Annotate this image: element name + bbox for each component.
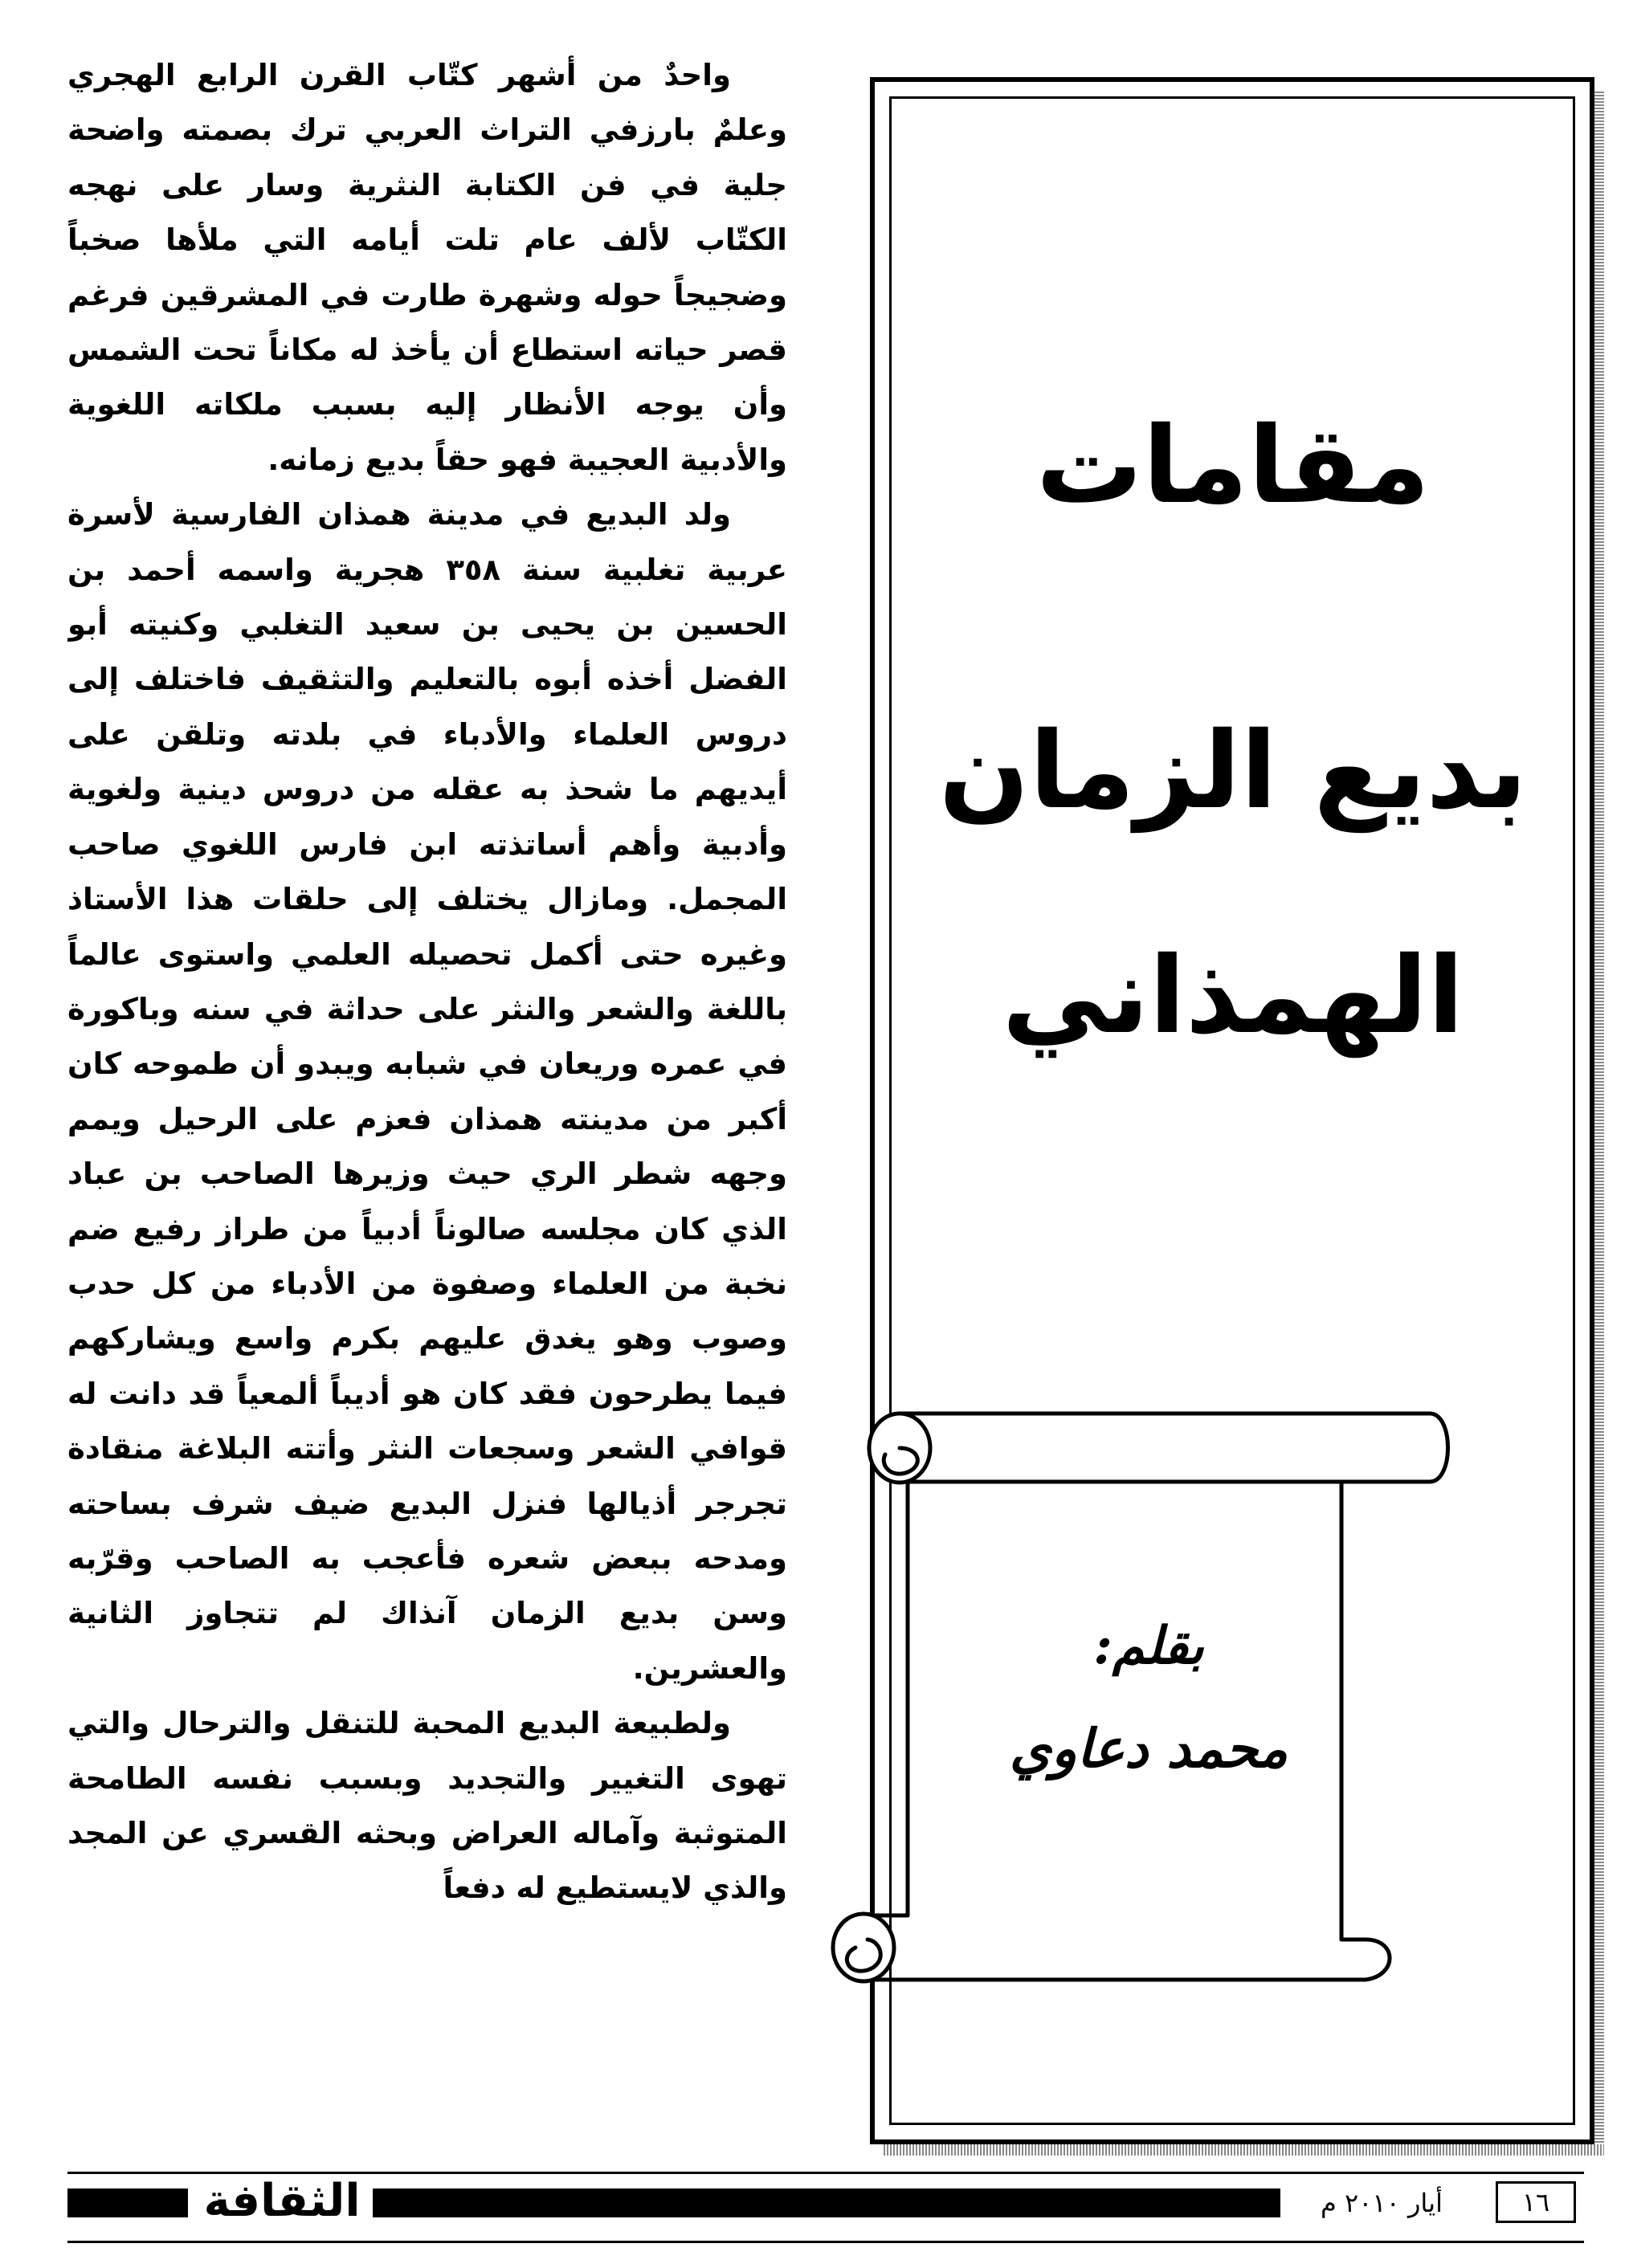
- title-line-3: الهمذاني: [1002, 934, 1464, 1058]
- byline-label: بقلم:: [1093, 1616, 1204, 1676]
- frame-shadow: [1594, 90, 1604, 2146]
- article-body: [67, 48, 787, 2136]
- frame-shadow: [884, 2144, 1604, 2156]
- footer-bar-middle: [373, 2188, 1280, 2217]
- title-line-2: بديع الزمان: [938, 709, 1528, 833]
- page-number-box: [1496, 2181, 1576, 2223]
- article-paragraph-2: ولد البديع في مدينة همذان الفارسية لأسرة عربية تغلبية سنة ٣٥٨ هجرية واسمه أحمد بن الحسين بن يحيى بن سعيد التغلبي وكنيته أبو الفضل أخذه أبوه بالتعليم والتثقيف فاختلف إلى دروس العلماء والأدباء في بلدته وتلقن على أيديهم ما شحذ به عقله من دروس دينية ولغوية وأدبية وأهم أساتذته ابن فارس اللغوي صاحب المجمل. ومازال يختلف إلى حلقات هذا الأستاذ وغيره حتى أكمل تحصيله العلمي واستوى عالماً باللغة والشعر والنثر على حداثة في سنه وباكورة في عمره وريعان في شبابه ويبدو أن طموحه كان أكبر من مدينته همذان فعزم على الرحيل ويمم وجهه شطر الري حيث وزيرها الصاحب بن عباد الذي كان مجلسه صالوناً أدبياً من طراز رفيع ضم نخبة من العلماء وصفوة من الأدباء من كل حدب وصوب وهو يغدق عليهم بكرم واسع ويشاركهم فيما يطرحون فقد كان هو أديباً ألمعياً قد دانت له قوافي الشعر وسجعات النثر وأتته البلاغة منقادة تجرجر أذيالها فنزل البديع ضيف شرف بساحته ومدحه ببعض شعره فأعجب به الصاحب وقرّبه وسن بديع الزمان آنذاك لم تتجاوز الثانية والعشرين.: [67, 497, 787, 1686]
- page-number: ١٦: [1521, 2187, 1550, 2217]
- article-paragraph-1: واحدٌ من أشهر كتّاب القرن الرابع الهجري وعلمٌ بارزفي التراث العربي ترك بصمته واضحة جلية في فن الكتابة النثرية وسار على نهجه الكتّاب لألف عام تلت أيامه التي ملأها صخباً وضجيجاً حوله وشهرة طارت في المشرقين فرغم قصر حياته استطاع أن يأخذ له مكاناً تحت الشمس وأن يوجه الأنظار إليه بسبب ملكاته اللغوية والأدبية العجيبة فهو حقاً بديع زمانه.: [67, 58, 787, 477]
- article-paragraph-3: ولطبيعة البديع المحبة للتنقل والترحال والتي تهوى التغيير والتجديد وبسبب نفسه الطامحة المتوثبة وآماله العراض وبحثه القسري عن المجد والذي لايستطيع له دفعاً: [67, 1706, 787, 1906]
- footer-bottom-rule: [67, 2241, 1584, 2243]
- magazine-logo: الثقافة: [203, 2175, 361, 2227]
- title-line-1: مقامات: [1035, 404, 1431, 528]
- footer-bar-left: [67, 2188, 188, 2217]
- byline-author: محمد دعاوي: [1009, 1717, 1288, 1780]
- issue-date: أيار ٢٠١٠ م: [1321, 2188, 1443, 2218]
- scroll-illustration: [811, 1401, 1462, 2020]
